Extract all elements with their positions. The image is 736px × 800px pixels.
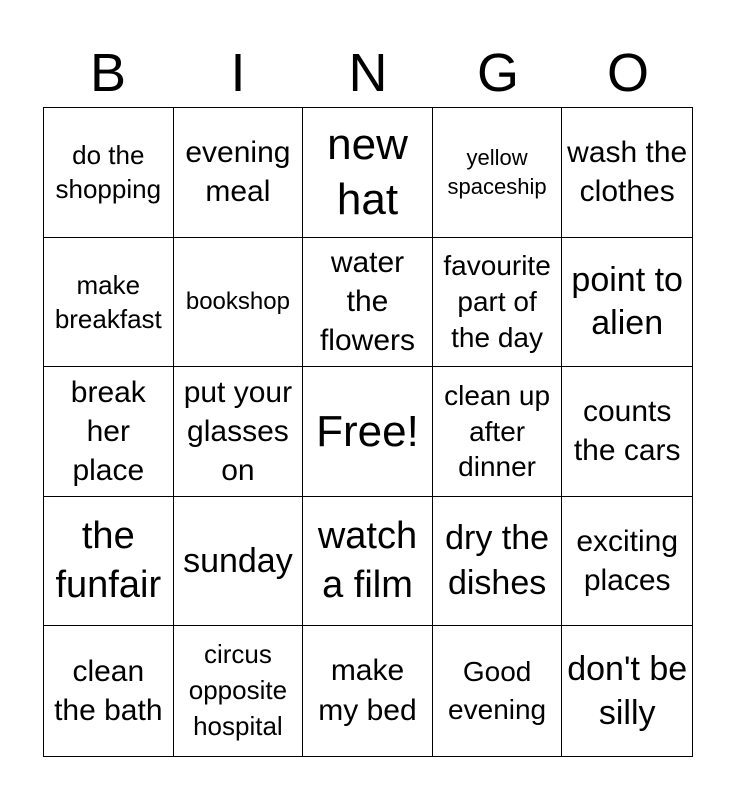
cell-text: break her place bbox=[70, 375, 146, 487]
bingo-cell[interactable] bbox=[174, 367, 304, 497]
bingo-cell[interactable] bbox=[303, 626, 433, 756]
bingo-cell[interactable] bbox=[562, 626, 692, 756]
cell-text: Good evening bbox=[448, 655, 547, 726]
cell-text: do the shopping bbox=[55, 139, 162, 205]
cell-text: water the flowers bbox=[319, 246, 415, 358]
bingo-cell[interactable] bbox=[562, 108, 692, 238]
bingo-cell[interactable] bbox=[44, 108, 174, 238]
bingo-cell[interactable] bbox=[562, 497, 692, 627]
bingo-cell[interactable] bbox=[433, 626, 563, 756]
cell-text: put your glasses on bbox=[183, 375, 293, 487]
free-space[interactable] bbox=[303, 367, 433, 497]
bingo-cell[interactable] bbox=[433, 497, 563, 627]
cell-text: make my bed bbox=[318, 653, 417, 728]
cell-text: new hat bbox=[327, 120, 408, 225]
bingo-cell[interactable] bbox=[303, 108, 433, 238]
cell-text: sunday bbox=[183, 541, 293, 580]
bingo-cell[interactable] bbox=[174, 626, 304, 756]
bingo-cell[interactable] bbox=[562, 238, 692, 368]
cell-text: clean the bath bbox=[54, 655, 163, 728]
bingo-cell[interactable] bbox=[44, 497, 174, 627]
header-letter-o: O bbox=[606, 43, 649, 103]
bingo-header bbox=[43, 40, 693, 106]
bingo-cell[interactable] bbox=[562, 367, 692, 497]
bingo-cell[interactable] bbox=[44, 238, 174, 368]
cell-text: exciting places bbox=[576, 525, 679, 598]
bingo-cell[interactable] bbox=[433, 108, 563, 238]
cell-text: don't be silly bbox=[567, 650, 688, 733]
header-letter-n: N bbox=[348, 43, 388, 103]
cell-text: make breakfast bbox=[54, 269, 162, 334]
bingo-cell[interactable] bbox=[174, 238, 304, 368]
cell-text: circus opposite hospital bbox=[188, 639, 288, 742]
cell-text: the funfair bbox=[55, 515, 162, 607]
cell-text: bookshop bbox=[185, 287, 290, 315]
bingo-grid bbox=[43, 107, 693, 757]
cell-text: yellow spaceship bbox=[447, 144, 547, 200]
header-letter-i: I bbox=[230, 43, 246, 103]
bingo-cell[interactable] bbox=[44, 367, 174, 497]
cell-text: point to alien bbox=[571, 261, 683, 342]
cell-text: evening meal bbox=[185, 136, 291, 209]
header-letter-g: G bbox=[476, 43, 519, 103]
bingo-cell[interactable] bbox=[433, 367, 563, 497]
bingo-cell[interactable] bbox=[303, 238, 433, 368]
cell-text: wash the clothes bbox=[567, 136, 688, 209]
bingo-cell[interactable] bbox=[44, 626, 174, 756]
cell-text: clean up after dinner bbox=[444, 379, 551, 483]
cell-text: dry the dishes bbox=[445, 519, 550, 603]
cell-text: counts the cars bbox=[573, 395, 681, 468]
cell-text: watch a film bbox=[317, 515, 418, 607]
bingo-cell[interactable] bbox=[174, 108, 304, 238]
bingo-cell[interactable] bbox=[174, 497, 304, 627]
cell-text: Free! bbox=[316, 406, 419, 456]
bingo-cell[interactable] bbox=[303, 497, 433, 627]
cell-text: favourite part of the day bbox=[443, 250, 551, 353]
header-letter-b: B bbox=[89, 43, 127, 103]
bingo-cell[interactable] bbox=[433, 238, 563, 368]
